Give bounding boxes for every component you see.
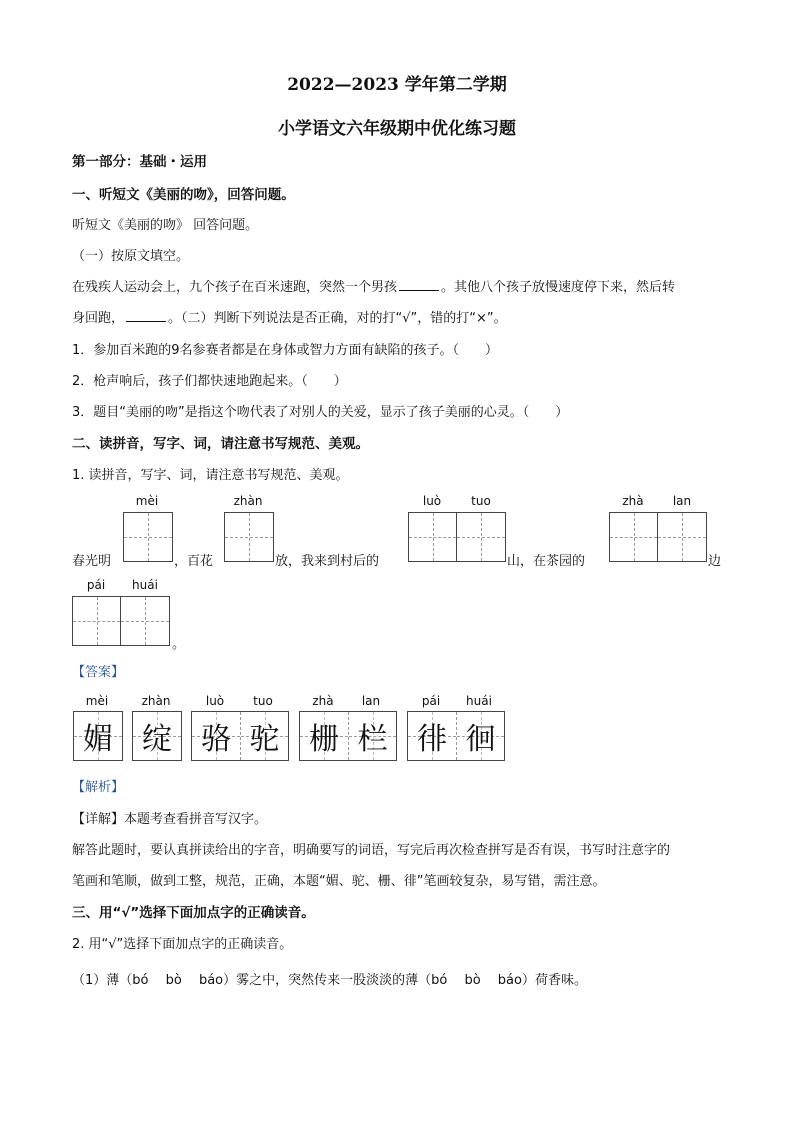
answer-pinyin-pai: pái: [421, 694, 441, 708]
analysis-tag: 【解析】: [72, 780, 125, 795]
q2-prompt: 1. 读拼音，写字、词，请注意书写规范、美观。: [72, 468, 349, 483]
pinyin-zhan: zhàn: [233, 494, 263, 508]
pinyin-tuo: tuo: [471, 494, 491, 508]
analysis-line-2: 笔画和笔顺，做到工整，规范，正确，本题“媚、驼、栅、徘”笔画较复杂，易写错，需注意。: [72, 874, 606, 889]
q1-sub1: （一）按原文填空。: [72, 249, 190, 264]
pinyin-zha: zhà: [622, 494, 644, 508]
pinyin-huai: huái: [132, 578, 158, 592]
answer-char-pai: 徘: [417, 722, 447, 757]
answer-char-mei: 媚: [83, 722, 113, 757]
answer-pinyin-mei: mèi: [85, 694, 109, 708]
writing-box-luotuo[interactable]: [408, 512, 506, 562]
answer-pinyin-zhan: zhàn: [141, 694, 171, 708]
answer-char-lan: 栏: [357, 722, 388, 757]
writing-box-mei[interactable]: [123, 512, 173, 562]
sentence-part-1: 春光明: [72, 554, 112, 569]
answer-char-luo: 骆: [201, 722, 231, 757]
q1-judge-item-3: 3．题目“美丽的吻”是指这个吻代表了对别人的关爱，显示了孩子美丽的心灵。（ ）: [72, 405, 569, 420]
q3-prompt: 2. 用“√”选择下面加点字的正确读音。: [72, 937, 293, 952]
answer-char-zha: 栅: [309, 722, 339, 757]
sentence-part-5: 边: [708, 554, 722, 569]
answer-box-paihuai: [407, 711, 505, 761]
q1-judge-item-2: 2．枪声响后，孩子们都快速地跑起来。（ ）: [72, 374, 347, 389]
pinyin-pai: pái: [86, 578, 106, 592]
pinyin-luo: luò: [422, 494, 442, 508]
analysis-detail: 【详解】本题考查看拼音写汉字。: [72, 812, 268, 827]
sentence-part-2: ，百花: [174, 554, 214, 569]
q3-item-1: （1）薄（bó bò báo）雾之中，突然传来一股淡淡的薄（bó bò báo）荷香味。: [72, 973, 587, 988]
writing-box-zhan[interactable]: [224, 512, 274, 562]
answer-box-zhalan: [299, 711, 397, 761]
answer-box-zhan: [132, 711, 182, 761]
writing-box-paihuai[interactable]: [72, 596, 170, 646]
q1-fill-line1: 在残疾人运动会上，九个孩子在百米速跑，突然一个男孩 。其他八个孩子放慢速度停下来，然后转: [72, 280, 676, 295]
q1-heading: 一、听短文《美丽的吻》，回答问题。: [72, 187, 295, 203]
answer-pinyin-luo: luò: [205, 694, 225, 708]
part-heading: 第一部分：基础・运用: [72, 154, 207, 170]
answer-box-mei: [73, 711, 123, 761]
pinyin-lan: lan: [672, 494, 692, 508]
answer-char-zhan: 绽: [142, 722, 172, 757]
answer-tag: 【答案】: [72, 665, 125, 680]
sentence-part-4: 山，在茶园的: [507, 554, 586, 569]
sentence-part-6: 。: [172, 637, 186, 652]
page-title: 2022—2023 学年第二学期: [287, 75, 507, 95]
answer-char-huai: 徊: [465, 722, 496, 757]
writing-box-zhalan[interactable]: [609, 512, 707, 562]
q1-fill-line2: 身回跑， 。（二）判断下列说法是否正确，对的打“√”，错的打“×”。: [72, 311, 507, 326]
sentence-part-3: 放，我来到村后的: [275, 554, 380, 569]
fill-blank-2[interactable]: [126, 320, 166, 322]
q1-judge-item-1: 1．参加百米跑的9名参赛者都是在身体或智力方面有缺陷的孩子。（ ）: [72, 343, 499, 358]
answer-pinyin-huai: huái: [466, 694, 492, 708]
answer-pinyin-tuo: tuo: [253, 694, 273, 708]
fill-blank-1[interactable]: [399, 289, 439, 291]
answer-pinyin-lan: lan: [361, 694, 381, 708]
analysis-line-1: 解答此题时，要认真拼读给出的字音，明确要写的词语，写完后再次检查拼写是否有误，书写时注意字的: [72, 843, 671, 858]
answer-pinyin-zha: zhà: [312, 694, 334, 708]
answer-box-luotuo: [191, 711, 289, 761]
q1-prompt: 听短文《美丽的吻》 回答问题。: [72, 218, 259, 233]
q3-heading: 三、用“√”选择下面加点字的正确读音。: [72, 905, 315, 921]
answer-char-tuo: 驼: [249, 722, 280, 757]
pinyin-mei: mèi: [135, 494, 159, 508]
q2-heading: 二、读拼音，写字、词，请注意书写规范、美观。: [72, 436, 369, 452]
page-subtitle: 小学语文六年级期中优化练习题: [278, 119, 516, 139]
